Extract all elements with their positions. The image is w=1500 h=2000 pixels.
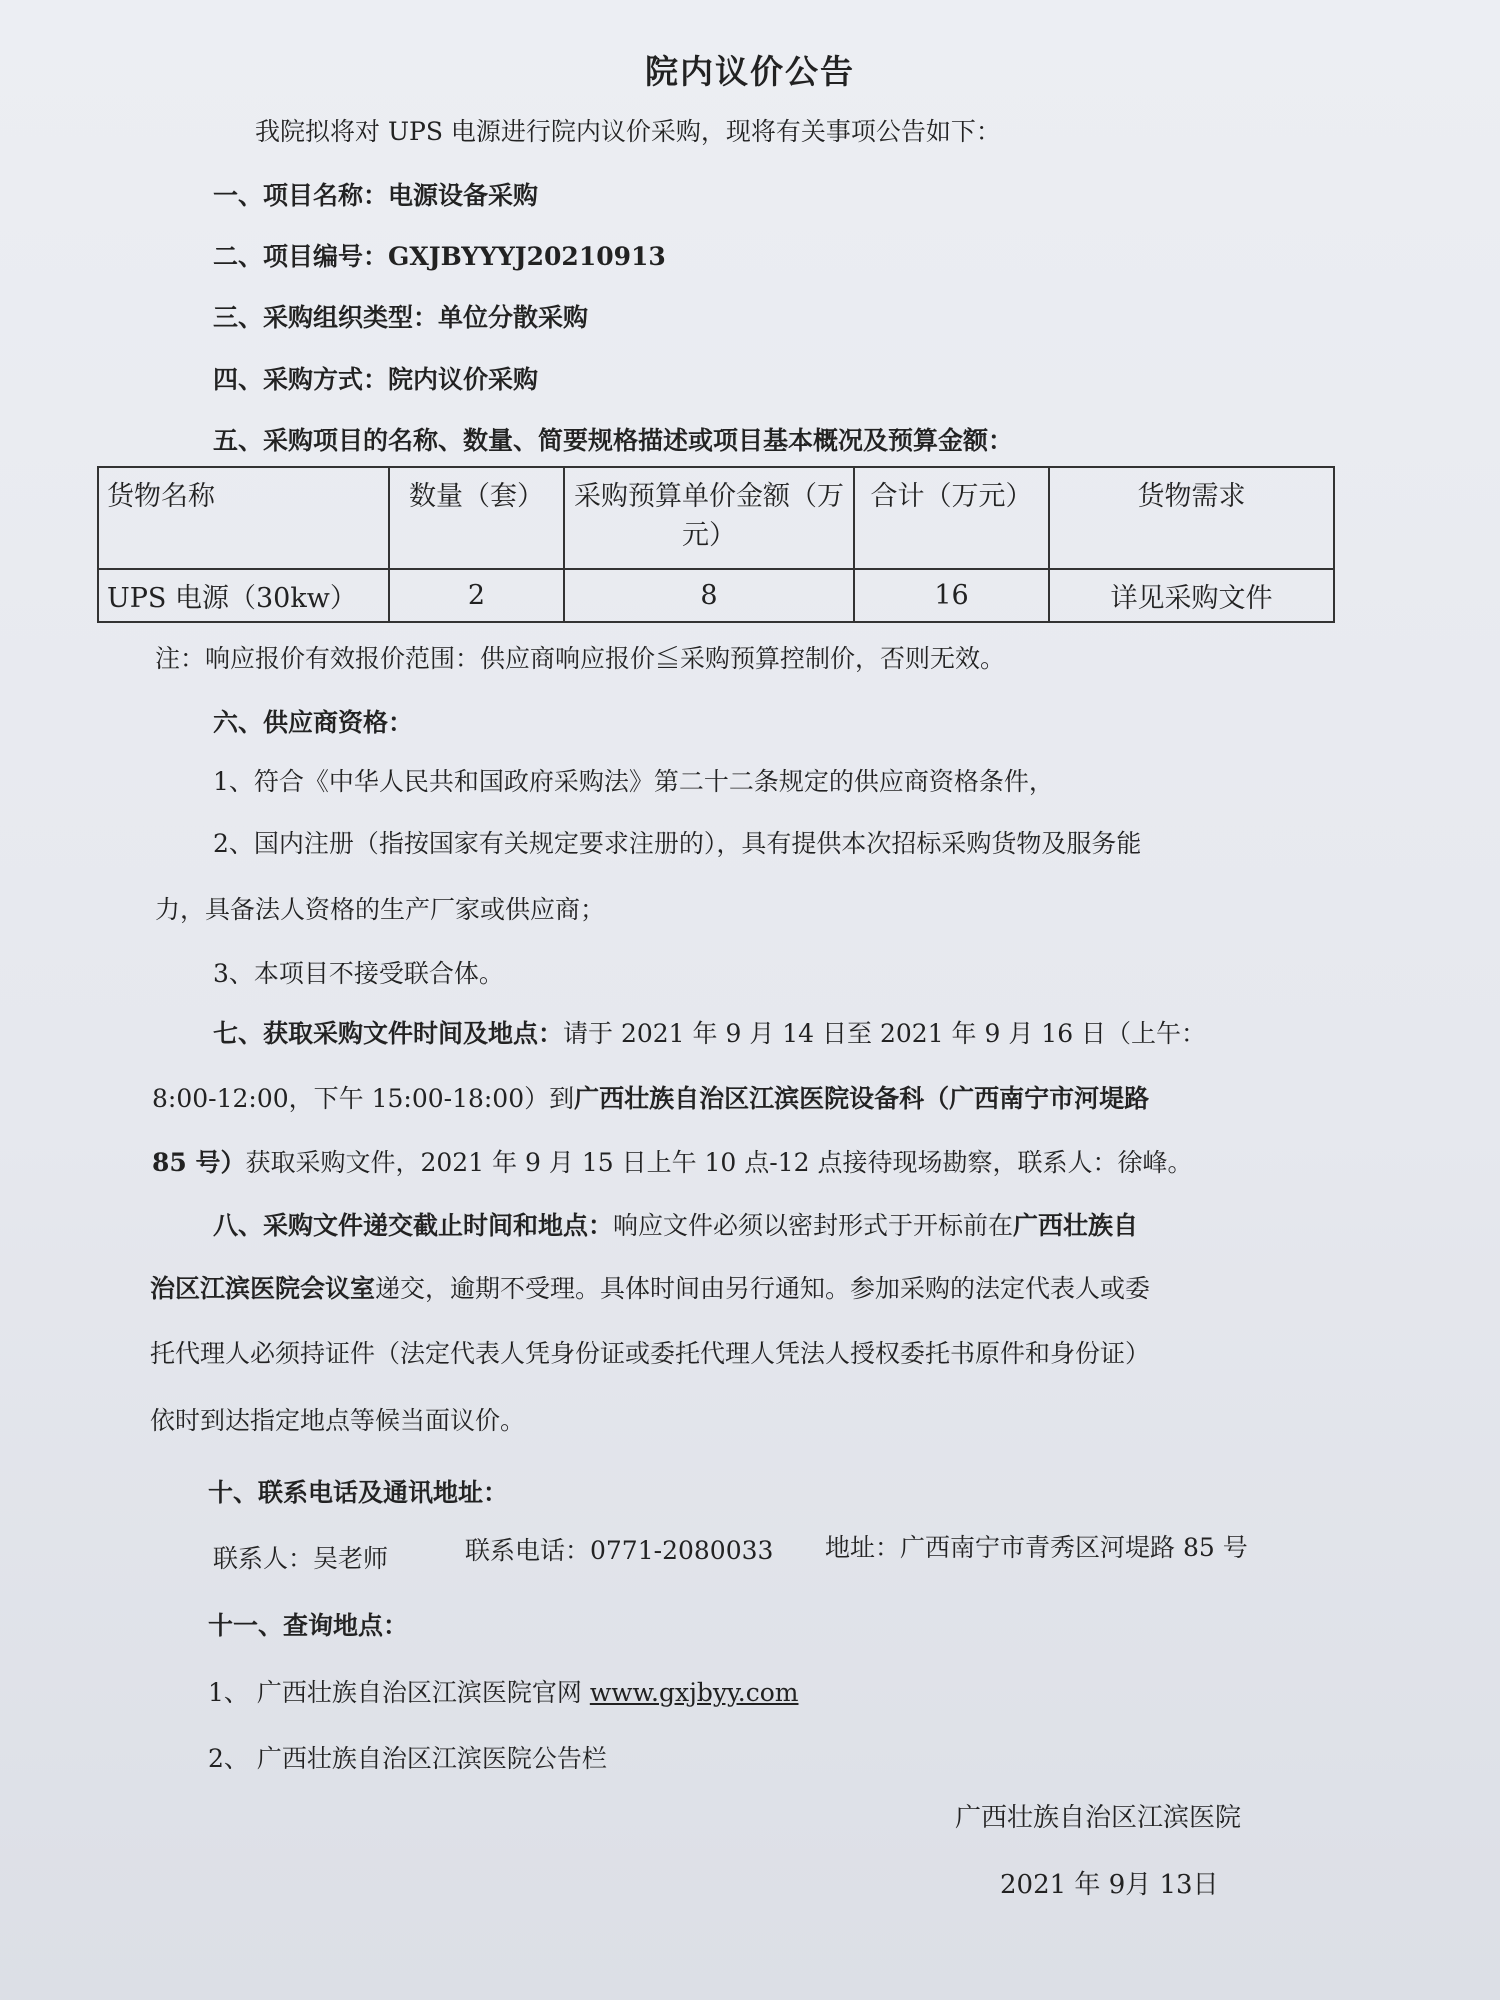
inquiry-item-1: [208, 1677, 798, 1709]
contact-phone: 联系电话：0771-2080033: [465, 1536, 774, 1565]
project-number: 二、项目编号：GXJBYYYJ20210913: [213, 242, 666, 271]
cell-total: 16: [854, 569, 1049, 622]
website-link[interactable]: www.gxjbyy.com: [589, 1678, 799, 1707]
page-title: 院内议价公告: [645, 52, 855, 91]
submission-text-1: 响应文件必须以密封形式于开标前在: [613, 1211, 1014, 1240]
submission-line-4: 依时到达指定地点等候当面议价。: [150, 1406, 526, 1435]
cell-unit-budget: 8: [564, 569, 854, 622]
signature-date: 2021 年 9月 13日: [1000, 1870, 1219, 1900]
document-acquisition-time: 请于 2021 年 9 月 14 日至 2021 年 9 月 16 日（上午：: [563, 1019, 1207, 1048]
qualification-item-2: 2、国内注册（指按国家有关规定要求注册的），具有提供本次招标采购货物及服务能: [213, 829, 1142, 858]
header-requirements: 货物需求: [1049, 467, 1334, 569]
header-goods-name: 货物名称: [98, 467, 389, 569]
submission-line-3: 托代理人必须持证件（法定代表人凭身份证或委托代理人凭法人授权委托书原件和身份证）: [150, 1339, 1151, 1368]
header-unit-budget: 采购预算单价金额（万元）: [564, 467, 854, 569]
contact-address: 地址：广西南宁市青秀区河堤路 85 号: [825, 1533, 1248, 1562]
cell-quantity: 2: [389, 569, 564, 622]
intro-text: 我院拟将对 UPS 电源进行院内议价采购，现将有关事项公告如下：: [255, 117, 1001, 146]
document-acquisition-label: 七、获取采购文件时间及地点：: [213, 1019, 564, 1048]
submission-line-2: [150, 1273, 1150, 1305]
document-acquisition-place-end: 85 号）: [152, 1148, 246, 1177]
document-acquisition-hours: 8:00-12:00，下午 15:00-18:00）到: [152, 1084, 575, 1113]
table-row: [98, 569, 1334, 622]
inquiry-website-label: 1、 广西壮族自治区江滨医院官网: [208, 1678, 582, 1707]
procurement-method: 四、采购方式：院内议价采购: [213, 365, 539, 394]
cell-goods-name: UPS 电源（30kw）: [98, 569, 389, 622]
organization-type: 三、采购组织类型：单位分散采购: [213, 303, 589, 332]
document-acquisition-place: 广西壮族自治区江滨医院设备科（广西南宁市河堤路: [574, 1084, 1150, 1113]
table-header-row: [98, 467, 1334, 569]
procurement-items-heading: 五、采购项目的名称、数量、简要规格描述或项目基本概况及预算金额：: [213, 426, 1014, 455]
submission-text-2: 递交，逾期不受理。具体时间由另行通知。参加采购的法定代表人或委: [375, 1274, 1151, 1303]
document-acquisition-line-1: [213, 1018, 1206, 1050]
document-acquisition-line-2: [152, 1083, 1149, 1115]
submission-label: 八、采购文件递交截止时间和地点：: [213, 1211, 614, 1240]
price-note: 注：响应报价有效报价范围：供应商响应报价≦采购预算控制价，否则无效。: [155, 644, 1006, 673]
inquiry-item-2: 2、 广西壮族自治区江滨医院公告栏: [208, 1744, 607, 1773]
document-acquisition-line-3: [152, 1147, 1193, 1179]
project-name: 一、项目名称：电源设备采购: [213, 181, 539, 210]
contact-person: 联系人：吴老师: [213, 1544, 389, 1573]
procurement-table: [97, 466, 1335, 623]
contact-heading: 十、联系电话及通讯地址：: [208, 1478, 509, 1507]
signature-organization: 广西壮族自治区江滨医院: [955, 1803, 1242, 1833]
cell-requirements: 详见采购文件: [1049, 569, 1334, 622]
submission-place-start: 广西壮族自: [1013, 1211, 1139, 1240]
submission-place-end: 治区江滨医院会议室: [150, 1274, 376, 1303]
supplier-qualification-heading: 六、供应商资格：: [213, 708, 414, 737]
header-quantity: 数量（套）: [389, 467, 564, 569]
header-total: 合计（万元）: [854, 467, 1049, 569]
qualification-item-2-cont: 力，具备法人资格的生产厂家或供应商；: [155, 895, 606, 924]
qualification-item-1: 1、符合《中华人民共和国政府采购法》第二十二条规定的供应商资格条件，: [213, 767, 1054, 796]
inquiry-heading: 十一、查询地点：: [208, 1611, 409, 1640]
submission-line-1: [213, 1210, 1138, 1242]
document-acquisition-survey: 获取采购文件，2021 年 9 月 15 日上午 10 点-12 点接待现场勘察，联系人：徐峰。: [245, 1148, 1193, 1177]
qualification-item-3: 3、本项目不接受联合体。: [213, 959, 504, 988]
